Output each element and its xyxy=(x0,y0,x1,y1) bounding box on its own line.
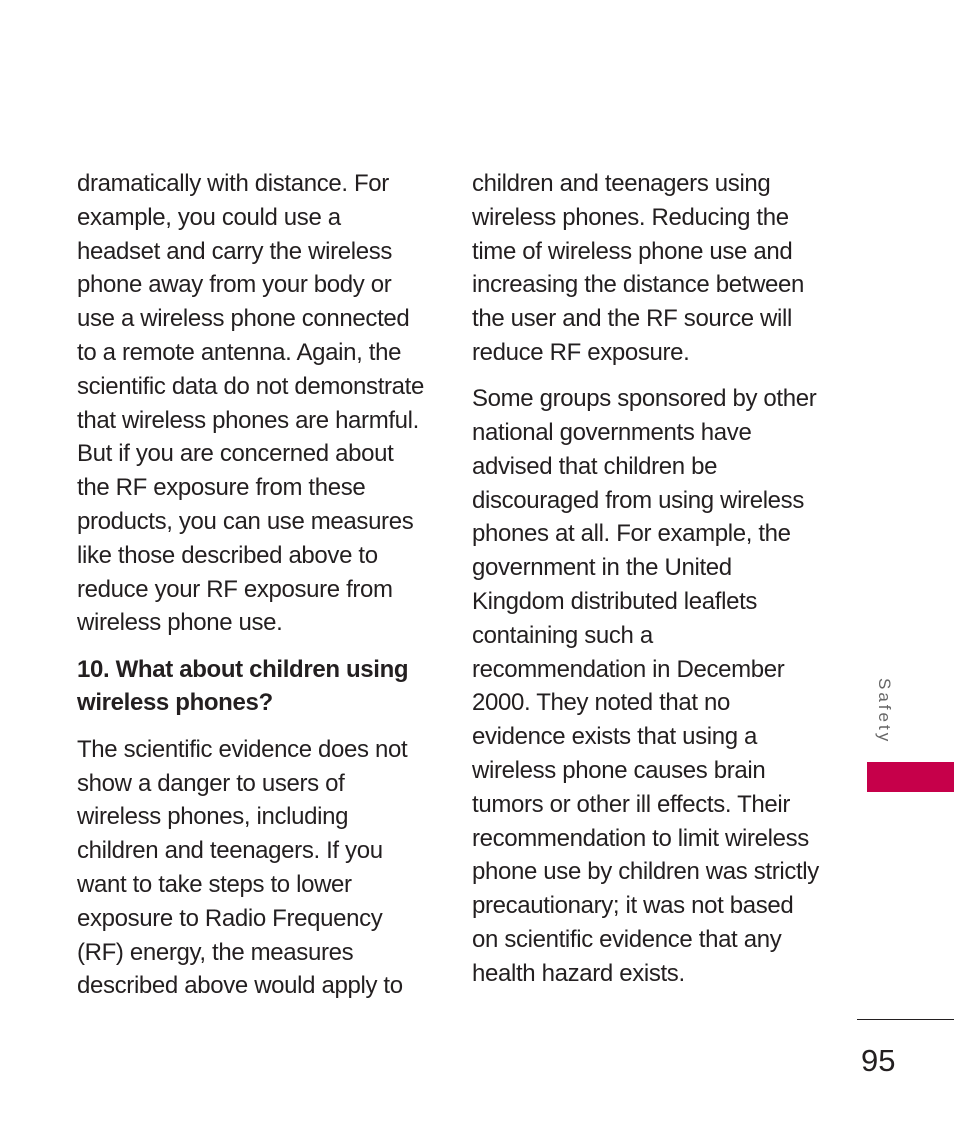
footer-divider xyxy=(857,1019,954,1020)
page-number: 95 xyxy=(861,1043,896,1078)
body-paragraph: dramatically with distance. For example, you could use a headset and carry the wireless phone away from your body or use a wireless phone connected to a remote antenna. Again, the scientific data do not demonstrate that wireless phones are harmful. But if you are concerned about the RF exposure from these products, you can use measures like those described above to reduce your RF exposure from wireless phone use. xyxy=(77,170,424,637)
left-column xyxy=(77,167,427,1003)
body-paragraph: Some groups sponsored by other national governments have advised that children be discouraged from using wireless phones at all. For example, the government in the United Kingdom distributed leaflets containing such a recommendation in December 2000. They noted that no evidence exists that using a wireless phone causes brain tumors or other ill effects. Their recommendation to limit wireless phone use by children was strictly precautionary; it was not based on scientific evidence that any health hazard exists. xyxy=(472,385,819,987)
right-column xyxy=(472,167,822,991)
section-tab-marker xyxy=(867,762,954,792)
body-paragraph: children and teenagers using wireless phones. Reducing the time of wireless phone use and increasing the distance between the user and the RF source will reduce RF exposure. xyxy=(472,170,805,366)
body-paragraph: The scientific evidence does not show a danger to users of wireless phones, including children and teenagers. If you want to take steps to lower exposure to Radio Frequency (RF) energy, the measures described above would apply to xyxy=(77,735,408,1000)
section-heading: 10. What about children using wireless phones? xyxy=(77,655,409,717)
section-tab-label: Safety xyxy=(875,678,894,745)
